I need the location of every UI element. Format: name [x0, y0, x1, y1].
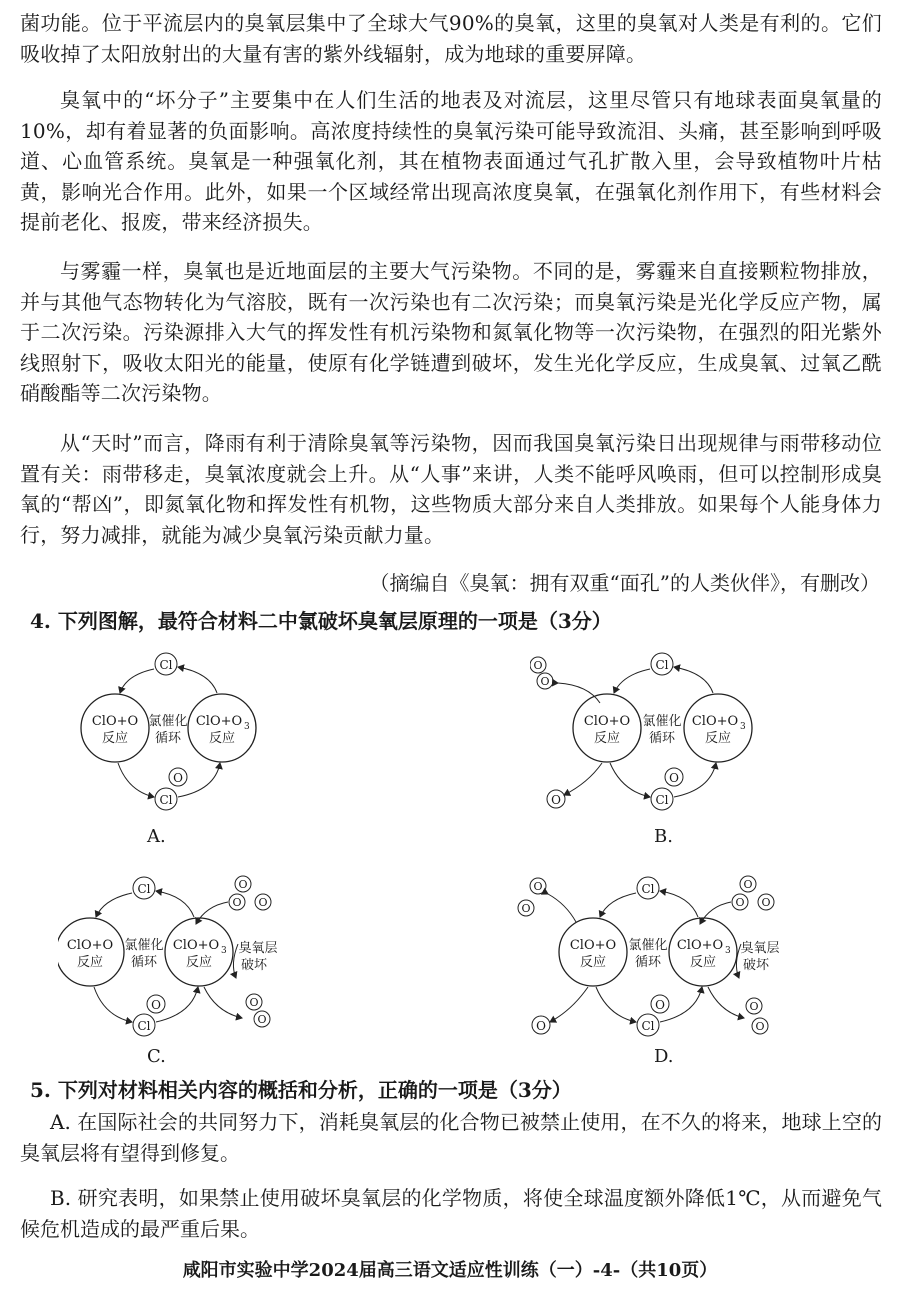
- diagram-c: [58, 866, 298, 1041]
- oxygen-atom: O: [533, 659, 543, 672]
- oxygen-atom: O: [540, 675, 550, 688]
- ozone-damage-line2: 破坏: [742, 958, 770, 973]
- option-d-label: D.: [654, 1046, 674, 1067]
- question-5-option-a: A. 在国际社会的共同努力下，消耗臭氧层的化合物已被禁止使用，在不久的将来，地球上空的臭氧层将有望得到修复。: [20, 1110, 882, 1165]
- oxygen-atom: O: [238, 878, 248, 891]
- cl-atom-bottom: Cl: [641, 1019, 655, 1033]
- cl-atom-top: Cl: [655, 658, 669, 672]
- right-reaction-subscript: 3: [740, 722, 746, 732]
- passage-source: （摘编自《臭氧：拥有双重“面孔”的人类伙伴》，有删改）: [369, 571, 880, 595]
- catalytic-cycle-line1: 氯催化: [628, 938, 668, 953]
- diagram-d-body: [518, 876, 780, 1036]
- option-c-label: C.: [147, 1046, 166, 1067]
- oxygen-atom: O: [249, 996, 259, 1009]
- oxygen-atom: O: [755, 1020, 765, 1033]
- cl-atom-top: Cl: [137, 882, 151, 896]
- oxygen-atom: O: [743, 878, 753, 891]
- catalytic-cycle-line2: 循环: [154, 731, 182, 746]
- question-4-stem: 4. 下列图解，最符合材料二中氯破坏臭氧层原理的一项是（3分）: [30, 609, 612, 633]
- cl-atom-bottom: Cl: [655, 793, 669, 807]
- right-reaction-subscript: 3: [244, 722, 250, 732]
- left-reaction-line2: 反应: [579, 955, 607, 970]
- diagram-a-body: [81, 653, 256, 810]
- catalytic-cycle-line2: 循环: [648, 731, 676, 746]
- catalytic-cycle-line1: 氯催化: [148, 714, 188, 729]
- ozone-damage-line1: 臭氧层: [740, 941, 780, 956]
- cl-atom-top: Cl: [641, 882, 655, 896]
- oxygen-atom: O: [655, 998, 665, 1012]
- oxygen-atom: O: [669, 771, 679, 785]
- diagram-d: [510, 866, 790, 1041]
- left-reaction-line2: 反应: [76, 955, 104, 970]
- ozone-damage-line1: 臭氧层: [238, 941, 278, 956]
- ozone-damage-line2: 破坏: [240, 958, 268, 973]
- cl-atom-top: Cl: [159, 658, 173, 672]
- diagram-b: [530, 645, 780, 815]
- passage-paragraph-3: 与雾霾一样，臭氧也是近地面层的主要大气污染物。不同的是，雾霾来自直接颗粒物排放，并与其他气态物转化为气溶胶，既有一次污染也有二次污染；而臭氧污染是光化学反应产物，属于二次污染。污染源排入大气的挥发性有机污染物和氮氧化物等一次污染物，在强烈的阳光紫外线照射下，吸收太阳光的能量，使原有化学链遭到破坏，发生光化学反应，生成臭氧、过氧乙酰硝酸酯等二次污染物。: [20, 259, 882, 406]
- right-reaction-line2: 反应: [704, 731, 732, 746]
- catalytic-cycle-line1: 氯催化: [642, 714, 682, 729]
- catalytic-cycle-line2: 循环: [130, 955, 158, 970]
- right-reaction-subscript: 3: [725, 946, 731, 956]
- oxygen-atom: O: [536, 1019, 546, 1033]
- cl-atom-bottom: Cl: [159, 793, 173, 807]
- right-reaction-line1: ClO+O: [676, 938, 724, 953]
- oxygen-atom: O: [735, 896, 745, 909]
- catalytic-cycle-line1: 氯催化: [124, 938, 164, 953]
- passage-paragraph-1: 菌功能。位于平流层内的臭氧层集中了全球大气90%的臭氧，这里的臭氧对人类是有利的。它们吸收掉了太阳放射出的大量有害的紫外线辐射，成为地球的重要屏障。: [20, 11, 882, 66]
- right-reaction-line1: ClO+O: [172, 938, 220, 953]
- passage-paragraph-4: 从“天时”而言，降雨有利于清除臭氧等污染物，因而我国臭氧污染日出现规律与雨带移动位置有关：雨带移走，臭氧浓度就会上升。从“人事”来讲，人类不能呼风唤雨，但可以控制形成臭氧的“帮凶”，即氮氧化物和挥发性有机物，这些物质大部分来自人类排放。如果每个人能身体力行，努力减排，就能为减少臭氧污染贡献力量。: [20, 431, 882, 547]
- diagram-b-body: [530, 653, 752, 810]
- left-reaction-line2: 反应: [593, 731, 621, 746]
- oxygen-atom: O: [551, 793, 561, 807]
- option-b-label: B.: [654, 826, 673, 847]
- diagram-c-body: [58, 876, 278, 1036]
- oxygen-atom: O: [761, 896, 771, 909]
- cl-atom-bottom: Cl: [137, 1019, 151, 1033]
- left-reaction-line1: ClO+O: [569, 938, 617, 953]
- oxygen-atom: O: [257, 1013, 267, 1026]
- passage-paragraph-2: 臭氧中的“坏分子”主要集中在人们生活的地表及对流层，这里尽管只有地球表面臭氧量的10%，却有着显著的负面影响。高浓度持续性的臭氧污染可能导致流泪、头痛，甚至影响到呼吸道、心血管系统。臭氧是一种强氧化剂，其在植物表面通过气孔扩散入里，会导致植物叶片枯黄，影响光合作用。此外，如果一个区域经常出现高浓度臭氧，在强氧化剂作用下，有些材料会提前老化、报废，带来经济损失。: [20, 88, 882, 235]
- oxygen-atom: O: [151, 998, 161, 1012]
- question-5-stem: 5. 下列对材料相关内容的概括和分析，正确的一项是（3分）: [30, 1078, 572, 1102]
- right-reaction-line2: 反应: [689, 955, 717, 970]
- oxygen-atom: O: [232, 896, 242, 909]
- oxygen-atom: O: [258, 896, 268, 909]
- page-footer: 咸阳市实验中学2024届高三语文适应性训练（一）-4-（共10页）: [182, 1260, 718, 1281]
- oxygen-atom: O: [173, 771, 183, 785]
- left-reaction-line2: 反应: [101, 731, 129, 746]
- right-reaction-line1: ClO+O: [691, 714, 739, 729]
- catalytic-cycle-line2: 循环: [634, 955, 662, 970]
- question-5-option-b: B. 研究表明，如果禁止使用破坏臭氧层的化学物质，将使全球温度额外降低1℃，从而避免气候危机造成的最严重后果。: [20, 1186, 882, 1241]
- diagram-a: [70, 645, 260, 815]
- oxygen-atom: O: [521, 902, 531, 915]
- option-a-label: A.: [147, 826, 166, 847]
- right-reaction-subscript: 3: [221, 946, 227, 956]
- oxygen-atom: O: [749, 1000, 759, 1013]
- left-reaction-line1: ClO+O: [583, 714, 631, 729]
- right-reaction-line1: ClO+O: [195, 714, 243, 729]
- oxygen-atom: O: [533, 880, 543, 893]
- right-reaction-line2: 反应: [185, 955, 213, 970]
- left-reaction-line1: ClO+O: [91, 714, 139, 729]
- left-reaction-line1: ClO+O: [66, 938, 114, 953]
- right-reaction-line2: 反应: [208, 731, 236, 746]
